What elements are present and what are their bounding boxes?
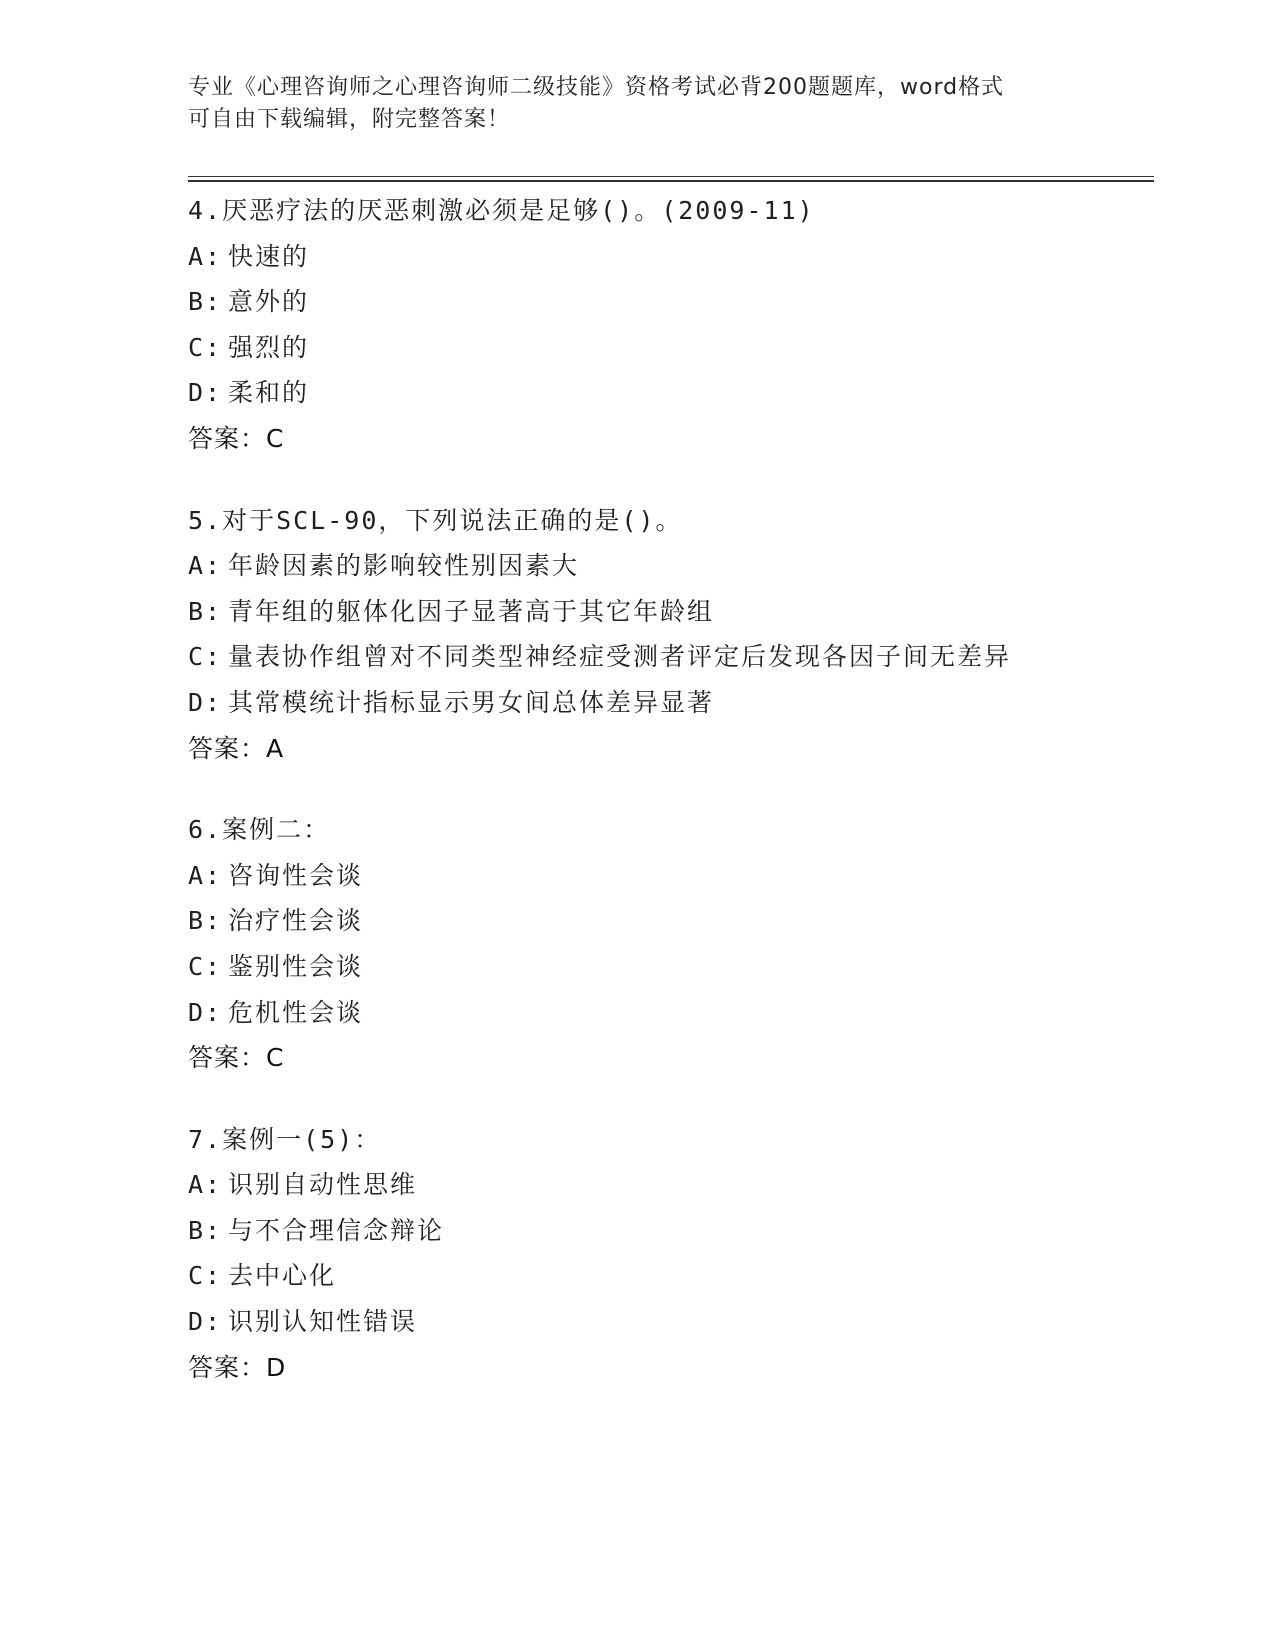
option-text: 与不合理信念辩论 (228, 1215, 445, 1245)
option-letter: B: (188, 287, 223, 317)
option-letter: D: (188, 1307, 223, 1337)
option-c (188, 634, 1154, 680)
option-letter: B: (188, 596, 223, 626)
question-stem: 6.案例二： (188, 815, 331, 845)
option-text: 危机性会谈 (228, 997, 364, 1027)
question-6 (188, 807, 1154, 1081)
option-c (188, 325, 1154, 371)
option-text: 青年组的躯体化因子显著高于其它年龄组 (228, 596, 715, 626)
option-a (188, 853, 1154, 899)
option-letter: A: (188, 551, 223, 581)
option-b (188, 1208, 1154, 1254)
option-letter: C: (188, 642, 223, 672)
question-4 (188, 188, 1154, 462)
header-line-1: 专业《心理咨询师之心理咨询师二级技能》资格考试必背200题题库，word格式 (188, 75, 1005, 100)
option-text: 柔和的 (228, 378, 310, 408)
option-text: 识别认知性错误 (228, 1307, 418, 1337)
option-text: 识别自动性思维 (228, 1170, 418, 1200)
question-5 (188, 498, 1154, 772)
option-b (188, 279, 1154, 325)
option-d (188, 680, 1154, 726)
option-letter: C: (188, 332, 223, 362)
option-text: 量表协作组曾对不同类型神经症受测者评定后发现各因子间无差异 (228, 642, 1012, 672)
question-stem: 4.厌恶疗法的厌恶刺激必须是足够()。(2009-11) (188, 196, 815, 225)
header-divider-thin (188, 176, 1154, 177)
option-letter: A: (188, 241, 223, 271)
option-letter: D: (188, 378, 223, 408)
option-text: 去中心化 (228, 1261, 337, 1291)
option-letter: C: (188, 951, 223, 981)
option-d (188, 990, 1154, 1036)
option-text: 治疗性会谈 (228, 906, 364, 936)
option-d (188, 1299, 1154, 1345)
answer-line: 答案：D (188, 1352, 287, 1382)
option-c (188, 944, 1154, 990)
option-text: 咨询性会谈 (228, 860, 364, 890)
option-letter: C: (188, 1261, 223, 1291)
option-letter: A: (188, 860, 223, 890)
option-c (188, 1253, 1154, 1299)
document-header (188, 72, 1088, 136)
option-letter: D: (188, 997, 223, 1027)
option-letter: B: (188, 1215, 223, 1245)
option-d (188, 370, 1154, 416)
option-text: 快速的 (228, 241, 310, 271)
question-stem: 5.对于SCL-90，下列说法正确的是()。 (188, 505, 683, 535)
question-7 (188, 1117, 1154, 1391)
option-text: 强烈的 (228, 332, 310, 362)
header-divider-thick (188, 180, 1154, 182)
question-stem: 7.案例一(5)： (188, 1124, 382, 1154)
option-letter: B: (188, 906, 223, 936)
option-b (188, 589, 1154, 635)
header-line-2: 可自由下载编辑，附完整答案！ (188, 107, 511, 132)
option-b (188, 898, 1154, 944)
option-letter: D: (188, 687, 223, 717)
option-a (188, 543, 1154, 589)
option-text: 年龄因素的影响较性别因素大 (228, 551, 580, 581)
option-letter: A: (188, 1170, 223, 1200)
answer-line: 答案：C (188, 1043, 285, 1073)
option-text: 鉴别性会谈 (228, 951, 364, 981)
answer-line: 答案：C (188, 423, 285, 453)
option-a (188, 1162, 1154, 1208)
option-a (188, 234, 1154, 280)
option-text: 意外的 (228, 287, 310, 317)
option-text: 其常模统计指标显示男女间总体差异显著 (228, 687, 715, 717)
question-list (188, 188, 1154, 1426)
answer-line: 答案：A (188, 733, 285, 763)
